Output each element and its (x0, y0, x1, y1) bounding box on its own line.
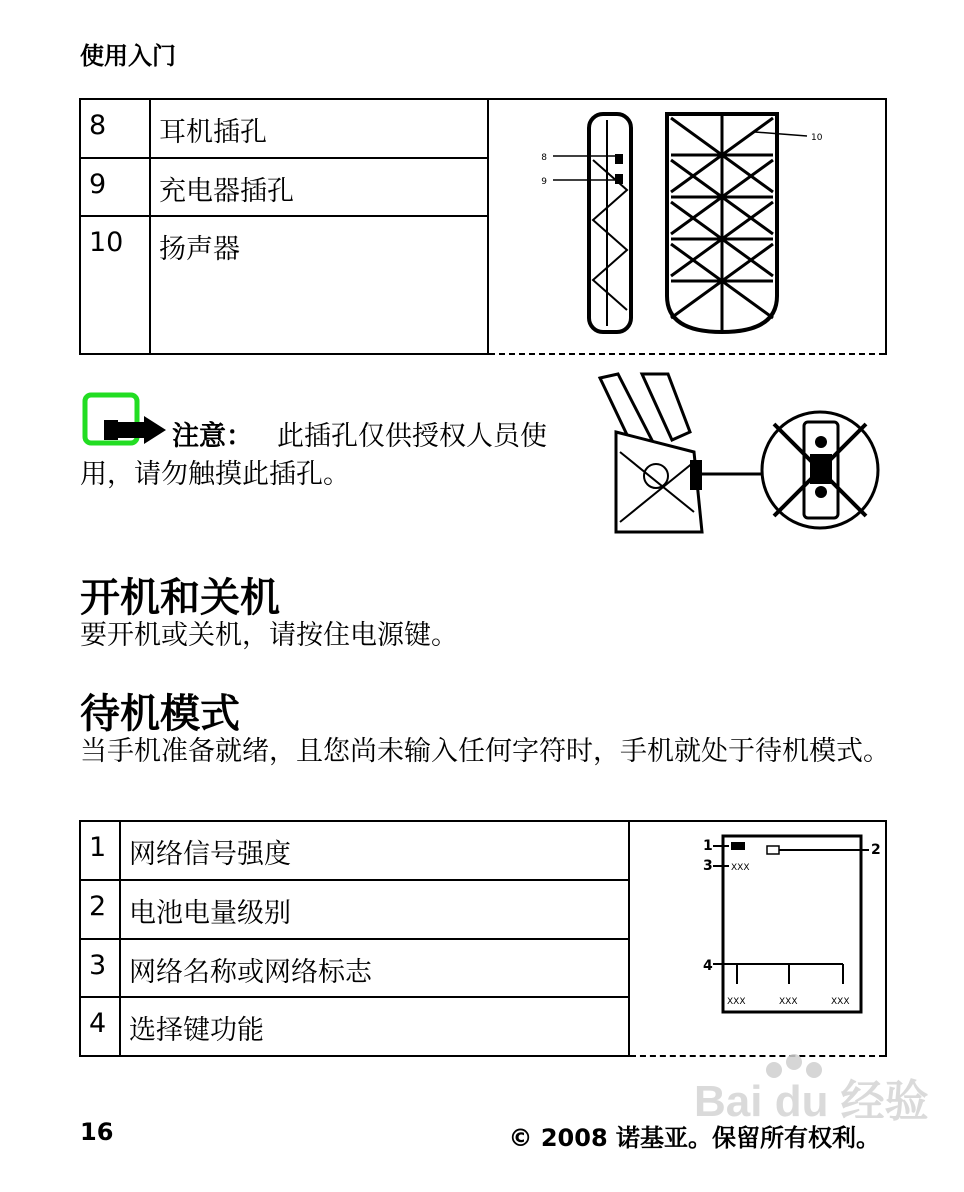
signal-icon (731, 842, 745, 850)
row-label: 网络信号强度 (120, 821, 629, 880)
copyright: © 2008 诺基亚。保留所有权利。 (508, 1124, 880, 1152)
callout-8: 8 (541, 153, 547, 163)
standby-section-body: 当手机准备就绪，且您尚未输入任何字符时，手机就处于待机模式。 (80, 736, 890, 767)
standby-screen-figure (629, 821, 886, 1056)
softkey-left: XXX (726, 997, 745, 1007)
callout-10: 10 (811, 133, 823, 143)
standby-section-title: 待机模式 (80, 691, 240, 737)
table-row (80, 821, 886, 880)
row-number: 3 (80, 939, 120, 998)
note-text: 此插孔仅供授权人员使用，请勿触摸此插孔。 (80, 421, 547, 490)
row-number: 8 (80, 99, 150, 158)
row-label: 电池电量级别 (120, 880, 629, 939)
watermark-text: Bai du 经验 (694, 1077, 929, 1126)
network-name: XXX (730, 863, 749, 873)
callout-3: 3 (702, 858, 713, 874)
note-label: 注意： (172, 421, 253, 452)
softkey-middle: XXX (778, 997, 797, 1007)
row-number: 10 (80, 216, 150, 354)
row-label: 选择键功能 (120, 997, 629, 1056)
softkey-right: XXX (830, 997, 849, 1007)
connector-warning-figure (598, 372, 884, 534)
row-number: 4 (80, 997, 120, 1056)
page-number: 16 (80, 1118, 114, 1146)
parts-table (79, 98, 887, 355)
power-section-body: 要开机或关机，请按住电源键。 (80, 620, 458, 651)
callout-4: 4 (702, 958, 713, 974)
standby-table (79, 820, 887, 1057)
row-label: 扬声器 (150, 216, 488, 354)
note-paragraph (80, 418, 580, 494)
callout-1: 1 (702, 838, 713, 854)
table-row (80, 99, 886, 158)
row-number: 2 (80, 880, 120, 939)
row-label: 充电器插孔 (150, 158, 488, 217)
row-number: 1 (80, 821, 120, 880)
row-label: 网络名称或网络标志 (120, 939, 629, 998)
power-section-title: 开机和关机 (80, 575, 280, 621)
callout-2: 2 (870, 842, 881, 858)
standby-screen-illustration (633, 822, 883, 1048)
callout-9: 9 (541, 177, 547, 187)
row-label: 耳机插孔 (150, 99, 488, 158)
row-number: 9 (80, 158, 150, 217)
phone-side-figure (488, 99, 886, 354)
section-label: 使用入门 (80, 42, 176, 70)
phone-illustration (489, 100, 885, 346)
